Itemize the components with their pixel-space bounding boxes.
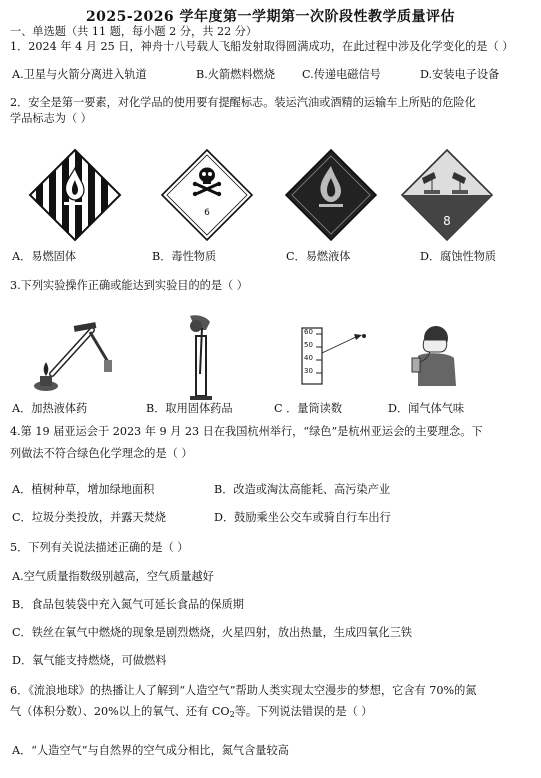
section-header: 一、单选题（共 11 题，每小题 2 分，共 22 分） — [10, 25, 258, 38]
q2-option-c: C．易燃液体 — [286, 250, 351, 263]
q1-option-b: B.火箭燃料燃烧 — [196, 68, 275, 81]
q3-option-c: C ．量筒读数 — [274, 402, 343, 415]
q4-option-a: A．植树种草，增加绿地面积 — [12, 483, 155, 496]
cylinder-tick-50: 50 — [304, 341, 313, 349]
question-4-stem-line1: 4.第 19 届亚运会于 2023 年 9 月 23 日在我国杭州举行，“绿色”是杭州亚运会的主要理念。下 — [10, 425, 483, 438]
q4-option-c: C．垃圾分类投放，并露天焚烧 — [12, 511, 166, 524]
q2-option-d: D．腐蚀性物质 — [420, 250, 497, 263]
q6-stem2-post: 等。下列说法错误的是（ ） — [234, 705, 373, 718]
q2-option-a: A．易燃固体 — [12, 250, 77, 263]
flammable-liquid-sign-icon — [284, 148, 378, 242]
q4-option-d: D．鼓励乘坐公交车或骑自行车出行 — [214, 511, 391, 524]
question-1-stem: 1．2024 年 4 月 25 日，神舟十八号载人飞船发射取得圆满成功，在此过程中涉及化学变化的是（ ） — [10, 40, 514, 53]
q4-option-b: B．改造或淘汰高能耗、高污染产业 — [214, 483, 391, 496]
question-3-stem: 3.下列实验操作正确或能达到实验目的的是（ ） — [10, 279, 248, 292]
page-title: 2025-2026 学年度第一学期第一次阶段性教学质量评估 — [85, 9, 456, 25]
q1-option-d: D.安装电子设备 — [420, 68, 500, 81]
q3-option-b: B．取用固体药品 — [146, 402, 233, 415]
q5-option-d: D．氧气能支持燃烧，可做燃料 — [12, 654, 167, 667]
graduated-cylinder-figure-icon — [300, 326, 380, 386]
q5-option-c: C．铁丝在氧气中燃烧的现象是剧烈燃烧，火星四射，放出热量，生成四氧化三铁 — [12, 626, 413, 639]
question-5-stem: 5．下列有关说法描述正确的是（ ） — [10, 541, 189, 554]
q2-option-b: B．毒性物质 — [152, 250, 217, 263]
question-2-stem-line2: 学品标志为（ ） — [10, 112, 92, 125]
q1-option-c: C.传递电磁信号 — [302, 68, 381, 81]
question-2-stem-line1: 2．安全是第一要素，对化学品的使用要有提醒标志。装运汽油或酒精的运输车上所贴的危险化 — [10, 96, 476, 109]
toxic-substance-sign-icon — [160, 148, 254, 242]
q5-option-a: A.空气质量指数级别越高，空气质量越好 — [12, 570, 214, 583]
q5-option-b: B．食品包装袋中充入氮气可延长食品的保质期 — [12, 598, 244, 611]
corrosive-substance-sign-icon — [400, 148, 494, 242]
cylinder-tick-30: 30 — [304, 367, 313, 375]
question-6-stem-line1: 6．《流浪地球》的热播让人了解到“人造空气”帮助人类实现太空漫步的梦想，它含有 70%的氮 — [10, 684, 477, 697]
cylinder-tick-40: 40 — [304, 354, 313, 362]
toxic-sign-number: 6 — [204, 208, 210, 218]
co2-subscript: 2 — [229, 710, 235, 719]
q3-option-d: D．闻气体气味 — [388, 402, 465, 415]
q3-option-a: A．加热液体药 — [12, 402, 88, 415]
taking-solid-figure-icon — [176, 312, 226, 402]
question-4-stem-line2: 列做法不符合绿色化学理念的是（ ） — [10, 447, 193, 460]
q1-option-a: A.卫星与火箭分离进入轨道 — [12, 68, 147, 81]
smelling-gas-figure-icon — [406, 322, 460, 388]
q6-option-a: A．“人造空气”与自然界的空气成分相比，氮气含量较高 — [12, 744, 289, 757]
question-6-stem-line2 — [10, 705, 372, 719]
flammable-solid-sign-icon — [28, 148, 122, 242]
q6-stem2-pre: 气（体积分数）、20%以上的氧气、还有 CO — [10, 705, 230, 718]
heating-liquid-figure-icon — [30, 316, 120, 396]
corrosive-sign-number: 8 — [443, 214, 451, 228]
cylinder-tick-60: 60 — [304, 328, 313, 336]
